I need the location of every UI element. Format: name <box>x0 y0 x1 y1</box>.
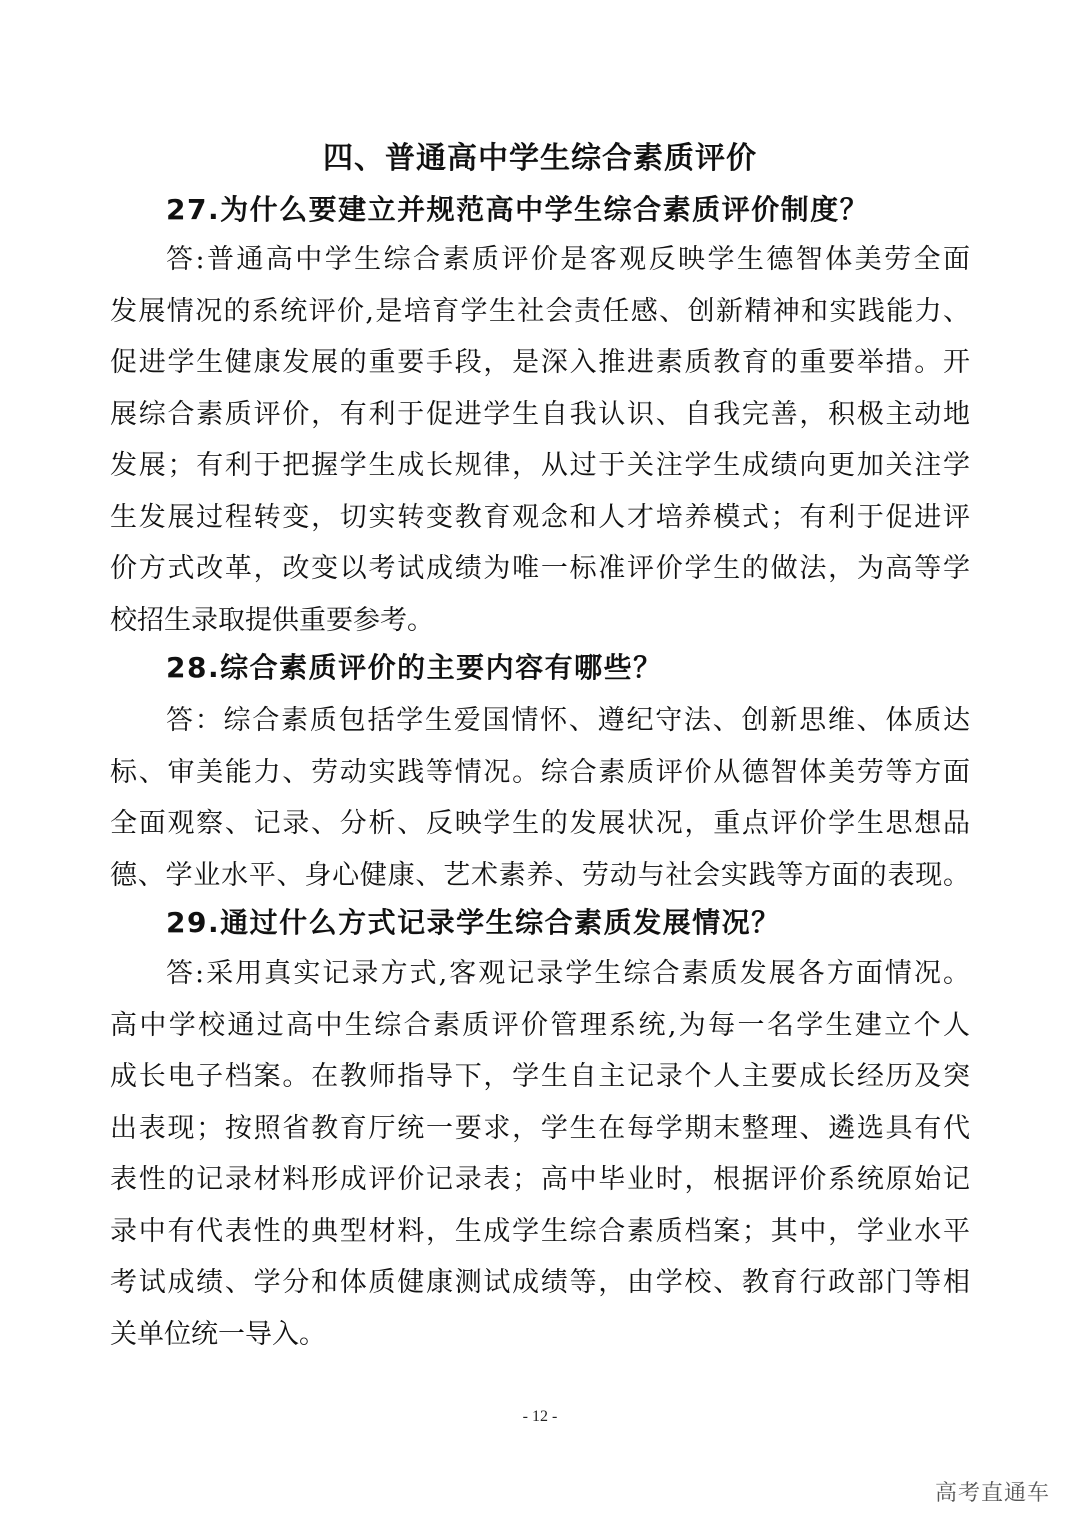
answer-29-line: 答:采用真实记录方式,客观记录学生综合素质发展各方面情况。 <box>166 958 970 989</box>
answer-28-line: 标、审美能力、劳动实践等情况。综合素质评价从德智体美劳等方面 <box>110 756 970 788</box>
watermark-text: 高考直通车 <box>934 1481 1050 1506</box>
answer-27-line: 生发展过程转变，切实转变教育观念和人才培养模式；有利于促进评 <box>110 501 970 533</box>
answer-27-line: 校招生录取提供重要参考。 <box>110 604 434 636</box>
section-title: 四、普通高中学生综合素质评价 <box>323 141 757 176</box>
answer-29-line: 表性的记录材料形成评价记录表；高中毕业时，根据评价系统原始记 <box>110 1164 970 1195</box>
answer-28 <box>110 695 970 901</box>
answer-27-line: 促进学生健康发展的重要手段，是深入推进素质教育的重要举措。开 <box>110 347 970 378</box>
answer-28-line: 德、学业水平、身心健康、艺术素养、劳动与社会实践等方面的表现。 <box>110 859 970 891</box>
answer-27 <box>110 234 970 646</box>
answer-27-line: 答:普通高中学生综合素质评价是客观反映学生德智体美劳全面 <box>166 244 970 275</box>
answer-29-line: 录中有代表性的典型材料，生成学生综合素质档案；其中，学业水平 <box>110 1215 970 1247</box>
page-number: - 12 - <box>522 1408 558 1425</box>
answer-29-line: 出表现；按照省教育厅统一要求，学生在每学期末整理、遴选具有代 <box>110 1112 970 1144</box>
answer-28-line: 全面观察、记录、分析、反映学生的发展状况，重点评价学生思想品 <box>110 808 970 839</box>
answer-29-line: 高中学校通过高中生综合素质评价管理系统,为每一名学生建立个人 <box>110 1009 970 1041</box>
answer-27-line: 展综合素质评价，有利于促进学生自我认识、自我完善，积极主动地 <box>110 398 970 430</box>
answer-29 <box>110 948 970 1360</box>
question-28-heading: 28.综合素质评价的主要内容有哪些？ <box>166 651 663 684</box>
answer-29-line: 成长电子档案。在教师指导下，学生自主记录个人主要成长经历及突 <box>110 1061 970 1092</box>
answer-29-line: 关单位统一导入。 <box>110 1318 326 1350</box>
answer-27-line: 价方式改革，改变以考试成绩为唯一标准评价学生的做法，为高等学 <box>110 553 970 584</box>
answer-27-line: 发展；有利于把握学生成长规律，从过于关注学生成绩向更加关注学 <box>110 450 970 481</box>
answer-29-line: 考试成绩、学分和体质健康测试成绩等，由学校、教育行政部门等相 <box>110 1267 970 1298</box>
question-29-heading: 29.通过什么方式记录学生综合素质发展情况？ <box>166 906 781 939</box>
answer-27-line: 发展情况的系统评价,是培育学生社会责任感、创新精神和实践能力、 <box>110 295 970 327</box>
question-27-heading: 27.为什么要建立并规范高中学生综合素质评价制度？ <box>166 193 870 226</box>
answer-28-line: 答：综合素质包括学生爱国情怀、遵纪守法、创新思维、体质达 <box>166 705 970 736</box>
